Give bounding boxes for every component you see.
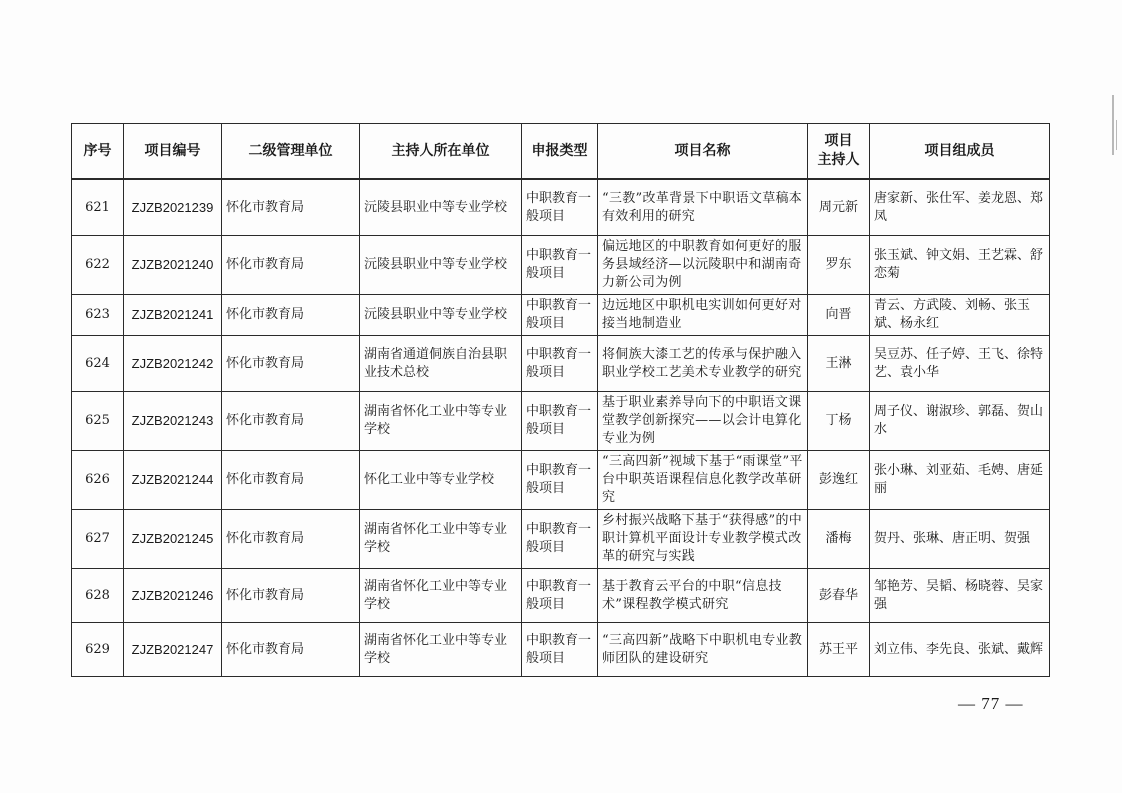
- row-project-code: ZJZB2021242: [124, 336, 222, 392]
- header-host-organization: 主持人所在单位: [360, 124, 522, 180]
- row-project-name: 乡村振兴战略下基于“获得感”的中职计算机平面设计专业教学模式改革的研究与实践: [598, 510, 808, 569]
- page-number: — 77 —: [958, 694, 1024, 713]
- row-seq: 624: [72, 336, 124, 392]
- row-application-type: 中职教育一般项目: [522, 236, 598, 295]
- row-members: 青云、方武陵、刘畅、张玉斌、杨永红: [870, 295, 1050, 336]
- row-members: 唐家新、张仕军、姜龙恩、郑凤: [870, 179, 1050, 236]
- row-host-organization: 怀化工业中等专业学校: [360, 451, 522, 510]
- row-seq: 621: [72, 179, 124, 236]
- row-managing-unit: 怀化市教育局: [222, 623, 360, 677]
- row-host: 彭春华: [808, 569, 870, 623]
- table-row: [72, 451, 1050, 510]
- row-managing-unit: 怀化市教育局: [222, 451, 360, 510]
- row-seq: 628: [72, 569, 124, 623]
- row-managing-unit: 怀化市教育局: [222, 392, 360, 451]
- row-application-type: 中职教育一般项目: [522, 623, 598, 677]
- row-seq: 622: [72, 236, 124, 295]
- row-host: 罗东: [808, 236, 870, 295]
- row-host-organization: 沅陵县职业中等专业学校: [360, 295, 522, 336]
- row-host: 周元新: [808, 179, 870, 236]
- row-project-name: “三教”改革背景下中职语文草稿本有效利用的研究: [598, 179, 808, 236]
- row-host: 向晋: [808, 295, 870, 336]
- header-managing-unit: 二级管理单位: [222, 124, 360, 180]
- row-project-name: 基于职业素养导向下的中职语文课堂教学创新探究——以会计电算化专业为例: [598, 392, 808, 451]
- table-row: [72, 510, 1050, 569]
- row-project-name: 边远地区中职机电实训如何更好对接当地制造业: [598, 295, 808, 336]
- row-project-name: 基于教育云平台的中职“信息技术”课程教学模式研究: [598, 569, 808, 623]
- scan-edge-mark: [1112, 95, 1114, 155]
- row-project-name: 偏远地区的中职教育如何更好的服务县域经济—以沅陵职中和湖南奇力新公司为例: [598, 236, 808, 295]
- table-row: [72, 179, 1050, 236]
- row-host-organization: 湖南省怀化工业中等专业学校: [360, 510, 522, 569]
- row-members: 吴豆苏、任子婷、王飞、徐特艺、袁小华: [870, 336, 1050, 392]
- row-host: 丁杨: [808, 392, 870, 451]
- row-project-code: ZJZB2021247: [124, 623, 222, 677]
- row-project-name: 将侗族大漆工艺的传承与保护融入职业学校工艺美术专业教学的研究: [598, 336, 808, 392]
- row-seq: 627: [72, 510, 124, 569]
- header-application-type: 申报类型: [522, 124, 598, 180]
- table-row: [72, 336, 1050, 392]
- row-application-type: 中职教育一般项目: [522, 179, 598, 236]
- row-project-code: ZJZB2021244: [124, 451, 222, 510]
- project-roster-table: [71, 123, 1050, 677]
- row-seq: 623: [72, 295, 124, 336]
- header-project-name: 项目名称: [598, 124, 808, 180]
- row-members: 刘立伟、李先良、张斌、戴辉: [870, 623, 1050, 677]
- row-application-type: 中职教育一般项目: [522, 295, 598, 336]
- row-application-type: 中职教育一般项目: [522, 569, 598, 623]
- row-seq: 626: [72, 451, 124, 510]
- row-members: 贺丹、张琳、唐正明、贺强: [870, 510, 1050, 569]
- header-host: 项目 主持人: [808, 124, 870, 180]
- header-members: 项目组成员: [870, 124, 1050, 180]
- row-project-name: “三高四新”视域下基于“雨课堂”平台中职英语课程信息化教学改革研究: [598, 451, 808, 510]
- row-application-type: 中职教育一般项目: [522, 510, 598, 569]
- row-seq: 629: [72, 623, 124, 677]
- row-project-code: ZJZB2021246: [124, 569, 222, 623]
- header-project-code: 项目编号: [124, 124, 222, 180]
- row-seq: 625: [72, 392, 124, 451]
- table-row: [72, 569, 1050, 623]
- row-host-organization: 沅陵县职业中等专业学校: [360, 179, 522, 236]
- header-seq: 序号: [72, 124, 124, 180]
- row-host: 苏王平: [808, 623, 870, 677]
- row-project-code: ZJZB2021240: [124, 236, 222, 295]
- row-managing-unit: 怀化市教育局: [222, 336, 360, 392]
- row-managing-unit: 怀化市教育局: [222, 236, 360, 295]
- row-project-code: ZJZB2021245: [124, 510, 222, 569]
- row-host-organization: 湖南省怀化工业中等专业学校: [360, 392, 522, 451]
- table-row: [72, 236, 1050, 295]
- row-host: 王淋: [808, 336, 870, 392]
- row-host: 潘梅: [808, 510, 870, 569]
- row-managing-unit: 怀化市教育局: [222, 569, 360, 623]
- row-application-type: 中职教育一般项目: [522, 392, 598, 451]
- row-host-organization: 湖南省怀化工业中等专业学校: [360, 569, 522, 623]
- row-host: 彭逸红: [808, 451, 870, 510]
- row-application-type: 中职教育一般项目: [522, 451, 598, 510]
- table-header-row: [72, 124, 1050, 180]
- table-row: [72, 392, 1050, 451]
- row-managing-unit: 怀化市教育局: [222, 510, 360, 569]
- row-project-name: “三高四新”战略下中职机电专业教师团队的建设研究: [598, 623, 808, 677]
- row-project-code: ZJZB2021241: [124, 295, 222, 336]
- row-host-organization: 湖南省怀化工业中等专业学校: [360, 623, 522, 677]
- row-members: 张小琳、刘亚茹、毛娉、唐延丽: [870, 451, 1050, 510]
- row-host-organization: 湖南省通道侗族自治县职业技术总校: [360, 336, 522, 392]
- row-project-code: ZJZB2021243: [124, 392, 222, 451]
- row-members: 周子仪、谢淑珍、郭磊、贺山水: [870, 392, 1050, 451]
- row-managing-unit: 怀化市教育局: [222, 295, 360, 336]
- table-row: [72, 623, 1050, 677]
- row-application-type: 中职教育一般项目: [522, 336, 598, 392]
- table-row: [72, 295, 1050, 336]
- row-managing-unit: 怀化市教育局: [222, 179, 360, 236]
- row-project-code: ZJZB2021239: [124, 179, 222, 236]
- row-members: 张玉斌、钟文娟、王艺霖、舒恋菊: [870, 236, 1050, 295]
- row-host-organization: 沅陵县职业中等专业学校: [360, 236, 522, 295]
- scan-edge-mark: [1116, 120, 1117, 150]
- row-members: 邹艳芳、吴韬、杨晓蓉、吴家强: [870, 569, 1050, 623]
